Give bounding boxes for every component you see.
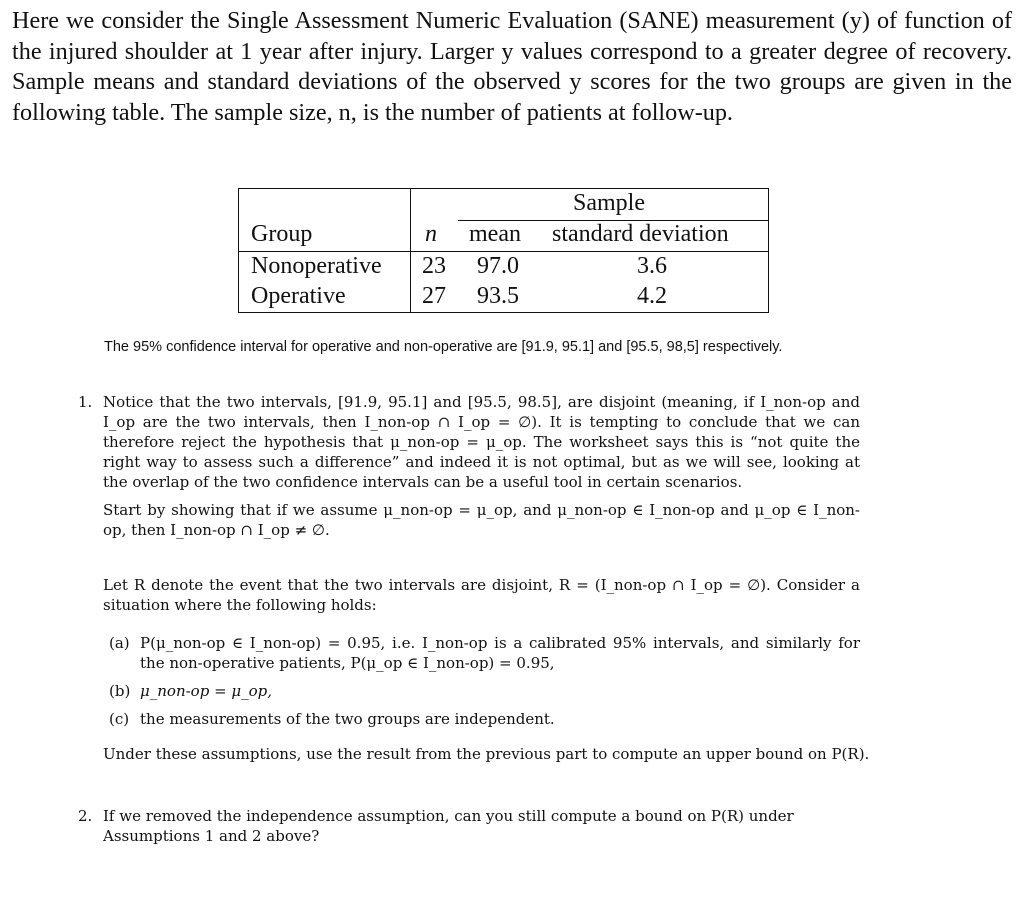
item-a-label: (a) xyxy=(109,634,130,652)
row-nonop-n: 23 xyxy=(422,253,446,279)
row-nonop-sd: 3.6 xyxy=(637,253,667,279)
q1-paragraph-2: Start by showing that if we assume μ_non-op = μ_op, and μ_non-op ∈ I_non-op and μ_op ∈ I_non-op, then I_non-op ∩ I_op ≠ ∅. xyxy=(103,501,860,539)
row-nonop-group: Nonoperative xyxy=(251,253,382,279)
item-a-text: P(μ_non-op ∈ I_non-op) = 0.95, i.e. I_non-op is a calibrated 95% intervals, and similarly for the non-operative patients, P(μ_op ∈ I_non-op) = 0.95, xyxy=(140,634,860,672)
question-1-number: 1. xyxy=(78,393,93,411)
item-c-text: the measurements of the two groups are independent. xyxy=(140,710,555,728)
summary-table xyxy=(238,188,769,313)
row-nonop-mean: 97.0 xyxy=(477,253,519,279)
row-op-group: Operative xyxy=(251,283,346,309)
q2-text: If we removed the independence assumption, can you still compute a bound on P(R) under Assumptions 1 and 2 above? xyxy=(103,807,794,845)
q1-paragraph-4: Under these assumptions, use the result from the previous part to compute an upper bound on P(R). xyxy=(103,745,870,763)
header-group: Group xyxy=(251,221,313,247)
row-op-sd: 4.2 xyxy=(637,283,667,309)
intro-paragraph: Here we consider the Single Assessment Numeric Evaluation (SANE) measurement (y) of function of the injured shoulder at 1 year after injury. Larger y values correspond to a greater degree of recovery. Sample means and standard deviations of the observed y scores for the two groups are given in the following table. The sample size, n, is the number of patients at follow-up. xyxy=(12,7,1012,126)
row-op-n: 27 xyxy=(422,283,446,309)
item-c-label: (c) xyxy=(109,710,130,728)
question-2-number: 2. xyxy=(78,807,93,825)
header-n: n xyxy=(425,221,437,247)
row-op-mean: 93.5 xyxy=(477,283,519,309)
header-mean: mean xyxy=(469,221,521,247)
q1-paragraph-1: Notice that the two intervals, [91.9, 95.1] and [95.5, 98.5], are disjoint (meaning, if I_non-op and I_op are the two intervals, then I_non-op ∩ I_op = ∅). It is tempting to conclude that we can therefore reject the hypothesis that μ_non-op = μ_op. The worksheet says this is “not quite the right way to assess such a difference” and indeed it is not optimal, but as we will see, looking at the overlap of the two confidence intervals can be a useful tool in certain scenarios. xyxy=(103,393,860,491)
header-sd: standard deviation xyxy=(552,221,729,247)
ci-note: The 95% confidence interval for operative and non-operative are [91.9, 95.1] and [95.5, 98,5] respectively. xyxy=(104,339,783,355)
item-b-label: (b) xyxy=(109,682,131,700)
q1-paragraph-3: Let R denote the event that the two intervals are disjoint, R = (I_non-op ∩ I_op = ∅). Consider a situation where the following holds: xyxy=(103,576,860,614)
header-sample: Sample xyxy=(573,190,645,216)
item-b-text: μ_non-op = μ_op, xyxy=(140,682,273,700)
